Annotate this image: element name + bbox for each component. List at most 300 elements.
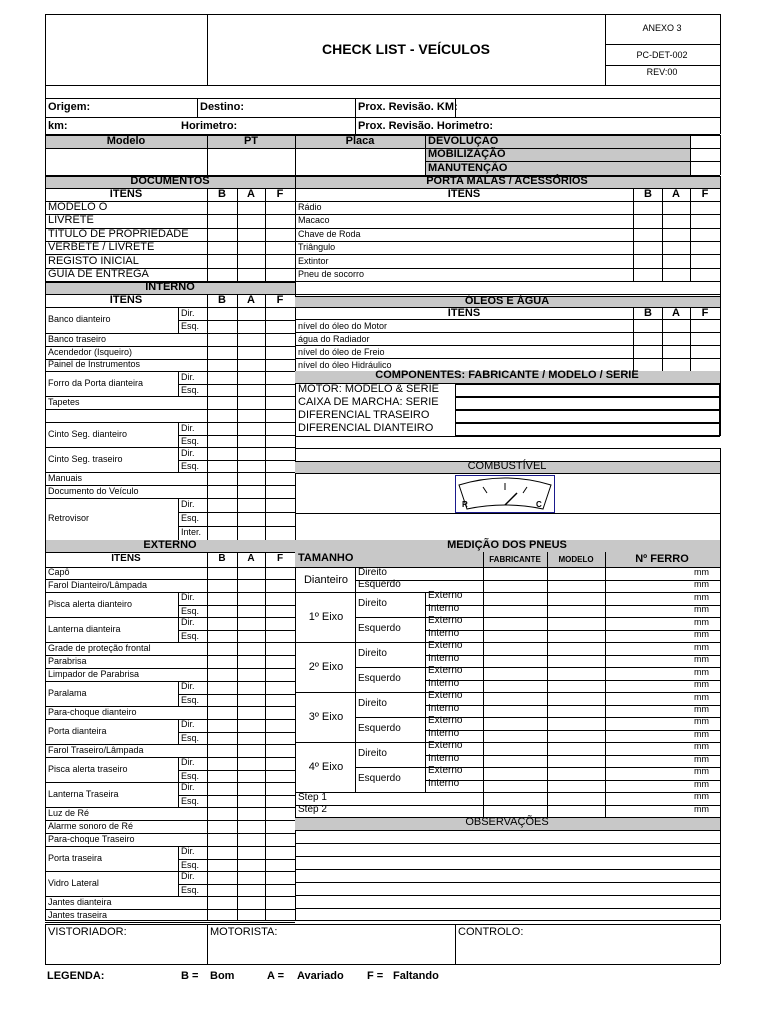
externo-item: Pisca alerta dianteiro	[48, 598, 133, 609]
rule-v	[207, 294, 208, 540]
rule-h	[295, 908, 720, 909]
label: Interno	[428, 627, 460, 639]
externo-item: Vidro Lateral	[48, 877, 99, 888]
rule-h	[45, 472, 295, 473]
label: 2º Eixo	[308, 661, 344, 673]
acc-item: Rádio	[298, 202, 322, 212]
interno-item: Retrovisor	[48, 513, 90, 523]
rule-v	[45, 98, 46, 134]
rule-h	[45, 920, 720, 921]
label: A =	[267, 970, 285, 982]
rule-v	[295, 540, 296, 920]
interno-item: Cinto Seg. traseiro	[48, 453, 123, 464]
label: Bom	[210, 970, 235, 982]
mm-unit: mm	[694, 703, 709, 714]
rule-h	[45, 924, 720, 925]
rule-h	[45, 85, 720, 86]
entry-box[interactable]	[455, 384, 720, 397]
externo-item: Lanterna Traseira	[48, 788, 119, 799]
rule-h	[295, 895, 720, 896]
rule-v	[633, 307, 634, 371]
label: Direito	[358, 567, 387, 578]
label: Faltando	[393, 970, 439, 982]
label: Interno	[428, 777, 460, 789]
rule-h	[45, 846, 295, 847]
rule-v	[355, 117, 356, 134]
label: Esq.	[181, 435, 200, 446]
label: Externo	[428, 615, 463, 626]
rule-v	[237, 294, 238, 540]
label: Dir.	[181, 871, 195, 881]
rule-v	[237, 188, 238, 281]
label: TAMANHO	[298, 552, 354, 564]
label: DEVOLUÇÃO	[428, 135, 499, 147]
label: Direito	[358, 748, 387, 759]
label: A	[672, 307, 680, 319]
mm-unit: mm	[694, 803, 709, 814]
doc-item: VERBETE / LIVRETE	[48, 241, 155, 254]
rule-h	[45, 98, 720, 99]
label: F =	[367, 970, 384, 982]
rule-h	[295, 843, 720, 844]
label: F	[276, 294, 284, 306]
label: Direito	[358, 648, 387, 659]
rule-v	[720, 448, 721, 540]
label: MOBILIZAÇÃO	[428, 148, 506, 160]
label: Esq.	[181, 694, 200, 705]
oleo-item: nível do óleo de Freio	[298, 347, 385, 357]
externo-item: Farol Traseiro/Lâmpada	[48, 744, 144, 755]
component-item: CAIXA DE MARCHA: SERIE	[298, 396, 439, 408]
rule-h	[295, 830, 720, 831]
label: Esq.	[181, 732, 200, 743]
rule-h	[295, 358, 720, 359]
label: FABRICANTE	[489, 555, 541, 564]
rule-v	[197, 98, 198, 117]
label: Esquerdo	[358, 773, 401, 784]
oleo-item: nível do óleo Hidráulico	[298, 360, 392, 370]
label: Dir.	[181, 617, 195, 627]
label: Dir.	[181, 782, 195, 792]
externo-item: Jantes traseira	[48, 909, 108, 920]
rule-h	[295, 642, 720, 643]
rule-v	[45, 924, 46, 964]
mm-unit: mm	[694, 791, 709, 802]
entry-box[interactable]	[455, 423, 720, 436]
rule-v	[265, 294, 266, 540]
interno-item: Documento do Veículo	[48, 485, 139, 496]
rule-h	[45, 757, 295, 758]
rule-v	[207, 924, 208, 964]
externo-item: Farol Dianteiro/Lâmpada	[48, 579, 148, 590]
component-item: DIFERENCIAL DIANTEIRO	[298, 422, 434, 434]
rule-h	[295, 345, 720, 346]
label: Externo	[428, 690, 463, 701]
acc-item: Triângulo	[298, 242, 336, 253]
rule-h	[605, 44, 720, 45]
label: Externo	[428, 640, 463, 651]
rule-h	[295, 856, 720, 857]
interno-item: Banco dianteiro	[48, 314, 111, 324]
label: Step 1	[298, 792, 327, 803]
rule-h	[45, 681, 295, 682]
externo-item: Paralama	[48, 687, 87, 698]
label: Esq.	[181, 859, 200, 870]
label: Esquerdo	[358, 623, 401, 634]
mm-unit: mm	[694, 604, 709, 615]
rule-h	[45, 396, 295, 397]
label: OBSERVAÇÕES	[465, 816, 549, 828]
mm-unit: mm	[694, 616, 709, 627]
rule-h	[295, 201, 720, 202]
label: Interno	[428, 677, 460, 689]
interno-item: Cinto Seg. dianteiro	[48, 428, 128, 439]
interno-item: Forro da Porta dianteira	[48, 377, 144, 388]
rule-h	[45, 14, 720, 15]
label: Dir.	[181, 757, 195, 767]
rule-v	[720, 98, 721, 134]
annex-label: ANEXO 3	[642, 23, 682, 33]
label: 3º Eixo	[308, 711, 344, 723]
externo-item: Alarme sonoro de Ré	[48, 820, 134, 831]
label: Dir.	[181, 719, 195, 729]
label: Interno	[428, 702, 460, 714]
rule-h	[295, 869, 720, 870]
label: PT	[243, 135, 259, 147]
externo-item: Pisca alerta traseiro	[48, 763, 128, 774]
doc-item: GUIA DE ENTREGA	[48, 268, 149, 280]
rule-h	[295, 882, 720, 883]
rule-v	[45, 540, 46, 920]
rule-h	[45, 422, 295, 423]
mm-unit: mm	[694, 716, 709, 727]
rule-h	[45, 447, 295, 448]
rule-h	[45, 552, 295, 553]
mm-unit: mm	[694, 728, 709, 739]
rule-v	[265, 188, 266, 281]
rule-h	[425, 605, 720, 606]
label: ITENS	[111, 553, 141, 564]
doc-item: LIVRETE	[48, 214, 94, 227]
mm-unit: mm	[694, 579, 709, 590]
label: Dir.	[181, 499, 195, 509]
label: B	[218, 294, 226, 306]
label: Placa	[345, 135, 375, 147]
label: Dir.	[181, 846, 195, 856]
label: Prox. Revisão. Horimetro:	[358, 120, 494, 132]
label: Esq.	[181, 513, 200, 523]
label: Dir.	[181, 372, 195, 382]
rule-h	[425, 705, 720, 706]
rule-h	[45, 782, 295, 783]
rule-h	[45, 148, 720, 149]
label: Esq.	[181, 770, 200, 781]
label: INTERNO	[145, 281, 195, 293]
rule-h	[425, 780, 720, 781]
label: R	[462, 500, 468, 509]
rule-v	[207, 188, 208, 281]
doc-item: MODELO O	[48, 201, 108, 213]
label: Interno	[428, 652, 460, 664]
label: VISTORIADOR:	[48, 926, 127, 938]
mm-unit: mm	[694, 654, 709, 665]
label: ITENS	[109, 188, 143, 200]
label: Dianteiro	[303, 574, 349, 586]
acc-item: Pneu de socorro	[298, 269, 365, 279]
label: Interno	[428, 752, 460, 764]
rule-h	[45, 592, 295, 593]
rule-v	[690, 135, 691, 175]
rule-v	[633, 188, 634, 281]
label: Dir.	[181, 308, 195, 318]
label: Interno	[428, 602, 460, 614]
label: F	[276, 188, 284, 200]
rule-v	[720, 294, 721, 371]
label: Modelo	[106, 135, 146, 147]
label: Externo	[428, 665, 463, 676]
label: Esq.	[181, 321, 200, 331]
rule-v	[547, 552, 548, 567]
label: COMPONENTES: FABRICANTE / MODELO / SERIE	[375, 369, 639, 381]
label: Direito	[358, 698, 387, 709]
rule-v	[605, 552, 606, 567]
rule-h	[45, 409, 295, 410]
rule-h	[355, 667, 720, 668]
rule-v	[178, 498, 179, 540]
label: Externo	[428, 590, 463, 601]
label: Esq.	[181, 630, 200, 641]
label: Prox. Revisão. KM:	[358, 101, 458, 113]
rule-v	[720, 540, 721, 830]
rule-h	[295, 332, 720, 333]
rule-h	[295, 805, 720, 806]
label: ÓLEOS E ÁGUA	[464, 295, 550, 307]
externo-item: Luz de Ré	[48, 807, 90, 818]
label: B	[218, 553, 226, 564]
rule-v	[690, 307, 691, 371]
label: Externo	[428, 715, 463, 726]
mm-unit: mm	[694, 753, 709, 764]
label: DOCUMENTOS	[130, 175, 210, 187]
interno-item: Painel de Instrumentos	[48, 359, 141, 369]
rule-h	[425, 755, 720, 756]
label: Destino:	[200, 101, 244, 113]
entry-box[interactable]	[455, 397, 720, 410]
rule-h	[295, 436, 720, 437]
rule-h	[295, 592, 720, 593]
label: ITENS	[447, 188, 481, 200]
revision: REV:00	[646, 67, 678, 77]
acc-item: Chave de Roda	[298, 228, 361, 239]
component-item: DIFERENCIAL TRASEIRO	[298, 409, 430, 421]
label: Direito	[358, 598, 387, 609]
rule-h	[425, 655, 720, 656]
rule-v	[355, 98, 356, 117]
label: MODELO	[558, 555, 594, 564]
label: B	[644, 188, 652, 200]
label: Nº FERRO	[635, 553, 689, 565]
mm-unit: mm	[694, 641, 709, 652]
rule-h	[295, 214, 720, 215]
mm-unit: mm	[694, 567, 709, 577]
label: B	[218, 188, 226, 200]
rule-v	[207, 552, 208, 920]
rule-h	[605, 65, 720, 66]
oleo-item: água do Radiador	[298, 334, 370, 344]
externo-item: Grade de proteção frontal	[48, 642, 151, 653]
label: EXTERNO	[143, 539, 197, 551]
label: km:	[48, 120, 68, 132]
rule-v	[662, 307, 663, 371]
externo-item: Porta dianteira	[48, 725, 107, 736]
rule-h	[45, 498, 295, 499]
rule-v	[237, 552, 238, 920]
mm-unit: mm	[694, 778, 709, 789]
label: Esquerdo	[358, 723, 401, 734]
label: A	[247, 188, 255, 200]
rule-h	[45, 371, 295, 372]
label: MEDIÇÃO DOS PNEUS	[447, 539, 567, 551]
oleo-item: nível do óleo do Motor	[298, 321, 388, 331]
mm-unit: mm	[694, 666, 709, 677]
label: C	[536, 500, 542, 509]
label: Esq.	[181, 884, 200, 895]
label: ITENS	[109, 294, 143, 306]
mm-unit: mm	[694, 741, 709, 752]
rule-h	[295, 513, 720, 514]
acc-item: Macaco	[298, 215, 330, 226]
rule-h	[425, 730, 720, 731]
rule-v	[720, 85, 721, 98]
label: CONTROLO:	[458, 926, 524, 938]
label: COMBUSTÍVEL	[467, 460, 547, 472]
label: 4º Eixo	[308, 761, 344, 773]
label: Avariado	[297, 970, 344, 982]
interno-item: Tapetes	[48, 396, 80, 407]
externo-item: Jantes dianteira	[48, 896, 112, 907]
doc-item: REGISTO INICIAL	[48, 254, 139, 267]
rule-v	[720, 924, 721, 964]
rule-v	[295, 282, 296, 540]
rule-h	[295, 792, 720, 793]
label: Dir.	[181, 592, 195, 602]
rule-v	[45, 14, 46, 85]
label: Externo	[428, 765, 463, 776]
rule-h	[295, 254, 720, 255]
externo-item: Capô	[48, 567, 70, 577]
label: A	[247, 553, 255, 564]
label: Inter.	[181, 527, 202, 537]
externo-item: Lanterna dianteira	[48, 623, 121, 634]
interno-item: Acendedor (Isqueiro)	[48, 346, 133, 357]
label: Origem:	[48, 101, 91, 113]
label: 1º Eixo	[308, 611, 344, 623]
externo-item: Porta traseira	[48, 852, 103, 863]
rule-h	[295, 319, 720, 320]
rule-v	[720, 281, 721, 294]
rule-h	[295, 241, 720, 242]
acc-item: Extintor	[298, 255, 329, 266]
rule-h	[295, 692, 720, 693]
label: Esquerdo	[358, 673, 401, 684]
label: Esq.	[181, 460, 200, 471]
rule-h	[295, 448, 720, 449]
rule-v	[45, 85, 46, 98]
label: Horimetro:	[181, 120, 238, 132]
mm-unit: mm	[694, 679, 709, 690]
entry-box[interactable]	[455, 410, 720, 423]
label: PORTA MALAS / ACESSÓRIOS	[426, 175, 588, 187]
rule-v	[720, 371, 721, 436]
interno-item: Manuais	[48, 472, 83, 483]
label: LEGENDA:	[47, 970, 105, 982]
rule-v	[690, 188, 691, 281]
label: Dir.	[181, 423, 195, 433]
mm-unit: mm	[694, 629, 709, 640]
label: Interno	[428, 727, 460, 739]
label: Esquerdo	[358, 579, 401, 590]
label: MANUTENÇÃO	[428, 162, 508, 174]
rule-h	[425, 630, 720, 631]
rule-v	[662, 188, 663, 281]
interno-item: Banco traseiro	[48, 333, 107, 344]
label: B	[644, 307, 652, 319]
label: Esq.	[181, 384, 200, 395]
rule-h	[45, 567, 295, 568]
label: MOTORISTA:	[210, 926, 278, 938]
label: Externo	[428, 740, 463, 751]
label: B =	[181, 970, 199, 982]
rule-v	[720, 135, 721, 175]
rule-h	[425, 680, 720, 681]
rule-h	[45, 922, 295, 923]
rule-h	[45, 117, 720, 118]
label: Step 2	[298, 804, 327, 815]
externo-item: Parabrisa	[48, 655, 87, 666]
externo-item: Para-choque dianteiro	[48, 706, 137, 717]
rule-v	[45, 282, 46, 540]
label: Esq.	[181, 795, 200, 806]
rule-h	[295, 742, 720, 743]
externo-item: Limpador de Parabrisa	[48, 668, 140, 679]
label: Dir.	[181, 448, 195, 458]
label: Dir.	[181, 681, 195, 691]
label: A	[672, 188, 680, 200]
label: F	[276, 553, 284, 564]
label: F	[701, 307, 709, 319]
rule-v	[265, 552, 266, 920]
rule-h	[355, 617, 720, 618]
rule-h	[355, 717, 720, 718]
mm-unit: mm	[694, 766, 709, 777]
component-item: MOTOR: MODELO & SERIE	[298, 383, 439, 395]
label: F	[701, 188, 709, 200]
mm-unit: mm	[694, 591, 709, 602]
label: A	[247, 294, 255, 306]
rule-h	[45, 964, 720, 965]
doc-code: PC-DET-002	[636, 50, 688, 60]
page-title: CHECK LIST - VEÍCULOS	[321, 41, 490, 57]
rule-h	[355, 767, 720, 768]
rule-h	[295, 473, 720, 474]
mm-unit: mm	[694, 691, 709, 702]
label: Esq.	[181, 605, 200, 616]
rule-h	[45, 871, 295, 872]
doc-item: TITULO DE PROPRIEDADE	[48, 227, 189, 240]
rule-v	[720, 830, 721, 920]
rule-h	[45, 307, 295, 308]
rule-v	[455, 924, 456, 964]
